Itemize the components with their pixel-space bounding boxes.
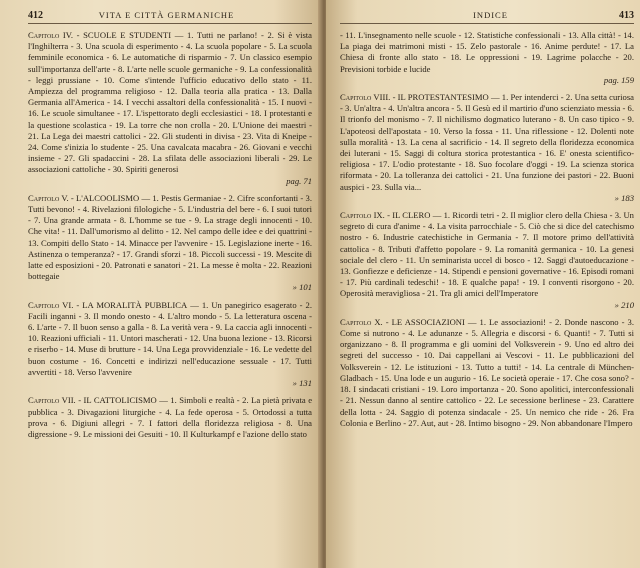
chapter-page-ref: » 131	[292, 378, 312, 389]
chapter-page-ref: » 101	[292, 282, 312, 293]
right-page	[326, 0, 640, 568]
chapter-contents: — 1. Pestis Germaniae - 2. Cifre sconfortanti - 3. Tutti bevono! - 4. Rivelazioni filologiche - 5. L'industria del bere - 6. I suoi tutori - 7. Una grande armata - 8. L'homme se tue - 9. La strage degli innocenti - 10. Che vita! - 11. Dall'umorismo al delitto - 12. Nel campo delle idee e dei quattrini - 13. Compiti dello Stato - 14. Minacce per l'avvenire - 15. Legislazione inerte - 16. Astinenza o temperanza? - 17. Grandi sforzi - 18. Piccoli successi - 19. Mescite di latte ed esposizioni - 20. Patronati e sanatori - 21. La messe è molta - 22. Reazioni bottegaie	[28, 192, 312, 282]
toc-entry-chapter-9	[340, 210, 634, 311]
left-running-title: VITA E CITTÀ GERMANICHE	[98, 10, 235, 20]
chapter-heading: Capitolo VII. - IL CATTOLICISMO	[28, 395, 157, 406]
right-running-title: INDICE	[473, 10, 508, 20]
chapter-contents: — 1. Un panegirico esagerato - 2. Facili inganni - 3. Il mondo onesto - 4. L'altro mondo - 5. La letteratura oscena - 6. L'arte - 7. Il buon senso a galla - 8. La verità vera - 9. La caccia agli innocenti - 10. Reazioni ufficiali - 11. Untori mascherati - 12. Una buona lezione - 13. Ricorsi e riserbo - 14. Muse di brutture - 14. Una Lega provvidenziale - 16. Le vedette del buon costume - 16. Concetti e indirizzi nell'educazione sessuale - 17. Tutti avvertiti - 18. Verso l'avvenire	[28, 299, 312, 377]
chapter-contents: — 1. Ricordi tetri - 2. Il miglior clero della Chiesa - 3. Un segreto di cura d'anime - 4. La visita parrocchiale - 5. Ciò che si dice del catechismo nostro - 6. Industrie catechistiche in Germania - 7. Il motore primo dell'attività cattolica - 8. Tributi d'affetto popolare - 9. La romanità germanica - 10. La genesi sociale del clero - 11. Un seminarista uccel di bosco - 12. Saggi d'autoeducazione - 13. Gonfiezze e deficienze - 14. Stipendi e pensioni governative - 16. Episodi romani - 17. Più cardinali tedeschi! - 18. E qualche papa! - 19. I conventi risorgono - 20. Operosità meravigliosa - 21. Tra gli amici dell'Imperatore	[340, 210, 634, 299]
continuation-page-ref: pag. 159	[603, 74, 634, 85]
chapter-contents: — 1. Le associazioni! - 2. Donde nascono - 3. Come si nutrono - 4. Le adunanze - 5. Allegria e discorsi - 6. Quanti! - 7. Tutti si organizzano - 8. Il programma e gli uomini del Volksverein - 9. Uno ed altro dei segreti del successo - 10. Dai cappellani ai Vescovi - 11. Le pubblicazioni del Volksverein - 12. Le istituzioni - 13. Tutto a tutti! - 14. La centrale di München-Gladbach - 15. Una lode e un augurio - 16. Le società operaie - 17. Che cosa sono? - 18. I sindacati cristiani - 19. Loro importanza - 20. Sono apolitici, interconfessionali - 21. Nessun danno al sentire cattolico - 22. Le secessione berlinese - 23. Carattere della lotta - 24. Saggio di potenza sindacale - 25. Un nemico che ride - 26. Fra Colonia e Berlino - 27. Aut, aut - 28. Intimo bisogno - 29. Non abbandonare l'Impero	[340, 316, 634, 428]
chapter-page-ref: pag. 71	[286, 175, 312, 186]
chapter-heading: Capitolo VI. - LA MORALITÀ PUBBLICA	[28, 299, 188, 310]
left-page-number: 412	[28, 10, 43, 21]
chapter-contents: — 1. Tutti ne parlano! - 2. Si è vista l'Inghilterra - 3. Una scuola di esperimento - 4. La scuola popolare - 5. La scuola femminile economica - 6. Le automatiche di risparmio - 7. Un classico esempio sull'importanza dell'arte - 8. L'arte nelle scuole germaniche - 9. La confessionalità - leggi prussiane - 10. Come s'intende l'ufficio educativo dello stato - 11. Ampiezza del programma religioso - 12. Dalla teoria alla pratica - 13. Dalla Germania all'America - 14. I vecchi assaltori della confessionalità - 15. I nuovi - 16. Le scuole simultanee - 17. L'ispettorato degli ecclesiastici - 18. I protestanti e la questione scolastica - 19. La torre che non crolla - 20. L'Unione dei maestri - 21. La Lega dei maestri cattolici - 22. Gli studenti in divisa - 23. Vita di Kneipe - 24. Come s'inizia lo studente - 25. Una cavalcata macabra - 26. Giovani e vecchi insieme - 27. Gli spadaccini - 28. La sfilata delle associazioni liberali - 29. Le associazioni cattoliche - 30. Spiriti generosi	[28, 30, 312, 175]
chapter-heading: Capitolo IX. - IL CLERO	[340, 210, 431, 221]
chapter-heading: Capitolo VIII. - IL PROTESTANTESIMO	[340, 92, 489, 103]
continuation-contents: - 11. L'insegnamento nelle scuole - 12. Statistiche confessionali - 13. Alla città! - 14. La piaga dei matrimoni misti - 15. Zelo pastorale - 16. Anime perdute! - 17. La Chiesa di fronte allo stato - 18. Le oppressioni - 19. Lagrime polacche - 20. Previsioni torbide e lucide	[340, 30, 634, 74]
right-page-number: 413	[619, 10, 634, 21]
left-running-header	[28, 10, 312, 24]
chapter-contents: — 1. Simboli e realtà - 2. La pietà privata e pubblica - 3. Divagazioni liturgiche - 4. La fede operosa - 5. Ortodossi a tutta prova - 6. Digiuni allegri - 7. I fattori della floridezza religiosa - 8. Una digressione - 9. Le missioni dei Gesuiti - 10. Il Kulturkampf e l'azione dello stato	[28, 395, 313, 439]
toc-entry-chapter-5	[28, 193, 312, 294]
toc-entry-chapter-4	[28, 30, 312, 187]
chapter-page-ref: » 210	[614, 299, 634, 310]
toc-continuation	[340, 30, 634, 86]
toc-entry-chapter-6	[28, 300, 312, 390]
chapter-page-ref: » 183	[614, 192, 634, 203]
chapter-heading: Capitolo V. - L'ALCOOLISMO	[28, 192, 140, 203]
toc-entry-chapter-7	[28, 395, 312, 440]
chapter-contents: — 1. Per intenderci - 2. Una setta curiosa - 3. Un'altra - 4. Un'altra ancora - 5. Il Gesù ed il martirio d'uno scienziato messia - 6. Il trionfo del monismo - 7. Il nichilismo dogmatico luterano - 8. Un caso tipico - 9. L'apoteosi dell'apostata - 10. Verso la fossa - 11. Una riflessione - 12. Dolenti note sulla moralità - 13. La cena al sacrificio - 14. Il segreto della floridezza economica dei luterani - 15. Saggi di coltura storica protestantica - 16. E' onesta scientifico-religiosa - 17. L'odio protestante - 18. Suo focolare d'oggi - 19. La scienza storica riformata - 20. La tolleranza dei cattolici - 21. Una funzione dei pastori - 22. Buoni auspici - 23. Sulla via...	[340, 92, 634, 192]
toc-entry-chapter-8	[340, 92, 634, 204]
chapter-heading: Capitolo IV. - SCUOLE E STUDENTI	[28, 30, 172, 40]
right-running-header	[340, 10, 634, 24]
chapter-heading: Capitolo X. - LE ASSOCIAZIONI	[340, 316, 465, 327]
toc-entry-chapter-10	[340, 317, 634, 429]
